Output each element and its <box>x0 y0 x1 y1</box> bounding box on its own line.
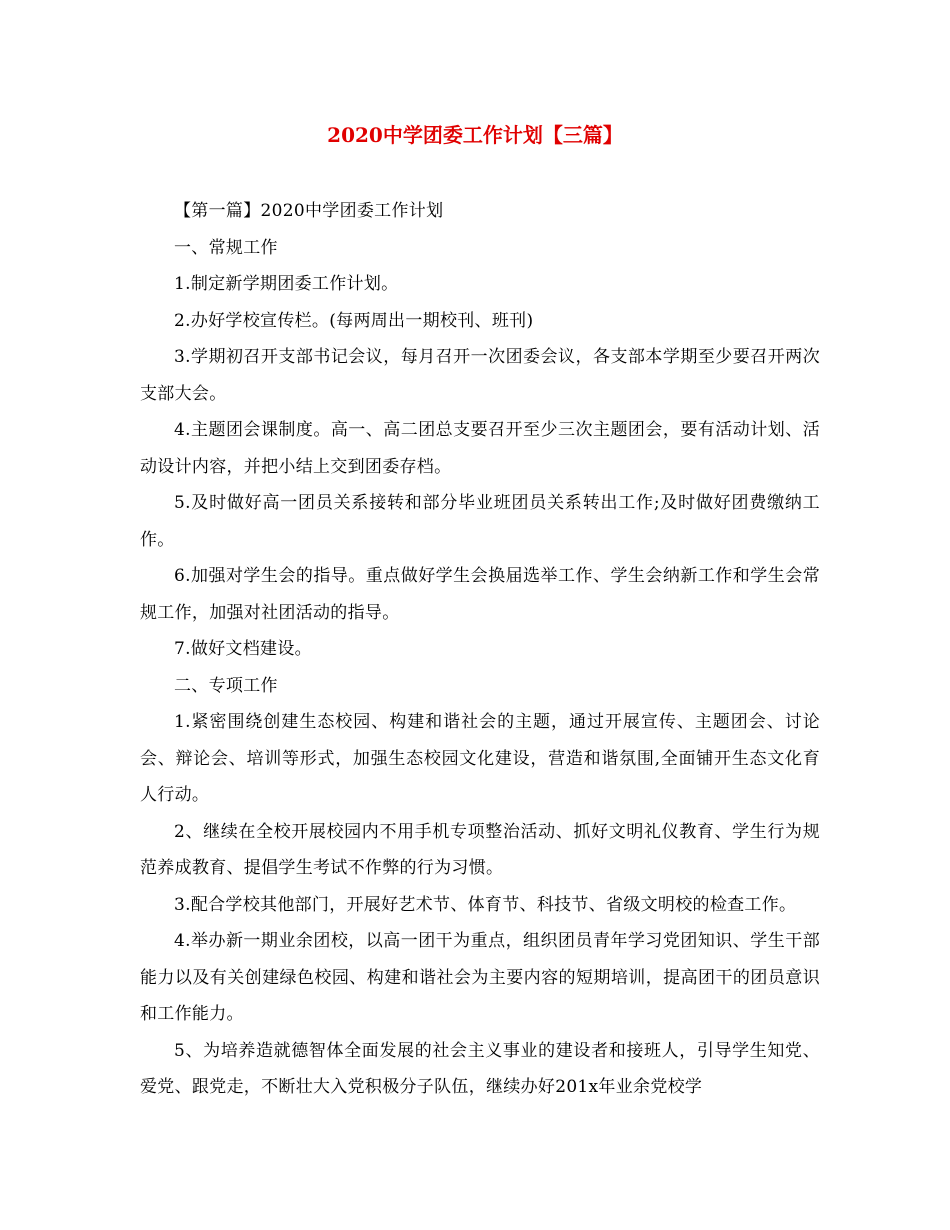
paragraph: 2、继续在全校开展校园内不用手机专项整治活动、抓好文明礼仪教育、学生行为规范养成教育、提倡学生考试不作弊的行为习惯。 <box>140 821 820 878</box>
paragraph: 6.加强对学生会的指导。重点做好学生会换届选举工作、学生会纳新工作和学生会常规工作，加强对社团活动的指导。 <box>140 566 820 623</box>
paragraph: 3.学期初召开支部书记会议，每月召开一次团委会议，各支部本学期至少要召开两次支部大会。 <box>140 347 820 404</box>
paragraph-heading-special: 二、专项工作 <box>174 675 278 696</box>
paragraph: 1.制定新学期团委工作计划。 <box>174 274 399 294</box>
document-body <box>140 193 820 1106</box>
paragraph-section-heading: 【第一篇】2020中学团委工作计划 <box>174 201 444 221</box>
paragraph: 3.配合学校其他部门，开展好艺术节、体育节、科技节、省级文明校的检查工作。 <box>174 894 797 915</box>
paragraph: 4.举办新一期业余团校，以高一团干为重点，组织团员青年学习党团知识、学生干部能力以及有关创建绿色校园、构建和谐社会为主要内容的短期培训，提高团干的团员意识和工作能力。 <box>140 931 820 1024</box>
paragraph: 7.做好文档建设。 <box>174 639 312 659</box>
paragraph: 2.办好学校宣传栏。(每两周出一期校刊、班刊) <box>174 310 534 331</box>
paragraph: 5.及时做好高一团员关系接转和部分毕业班团员关系转出工作;及时做好团费缴纳工作。 <box>140 493 820 550</box>
document-title: 2020中学团委工作计划【三篇】 <box>327 123 623 147</box>
paragraph: 4.主题团会课制度。高一、高二团总支要召开至少三次主题团会，要有活动计划、活动设计内容，并把小结上交到团委存档。 <box>140 420 820 477</box>
paragraph: 5、为培养造就德智体全面发展的社会主义事业的建设者和接班人，引导学生知党、爱党、跟党走，不断壮大入党积极分子队伍，继续办好201x年业余党校学 <box>140 1040 820 1097</box>
paragraph-heading-routine: 一、常规工作 <box>174 237 278 258</box>
paragraph: 1.紧密围绕创建生态校园、构建和谐社会的主题，通过开展宣传、主题团会、讨论会、辩论会、培训等形式，加强生态校园文化建设，营造和谐氛围,全面铺开生态文化育人行动。 <box>140 712 820 805</box>
